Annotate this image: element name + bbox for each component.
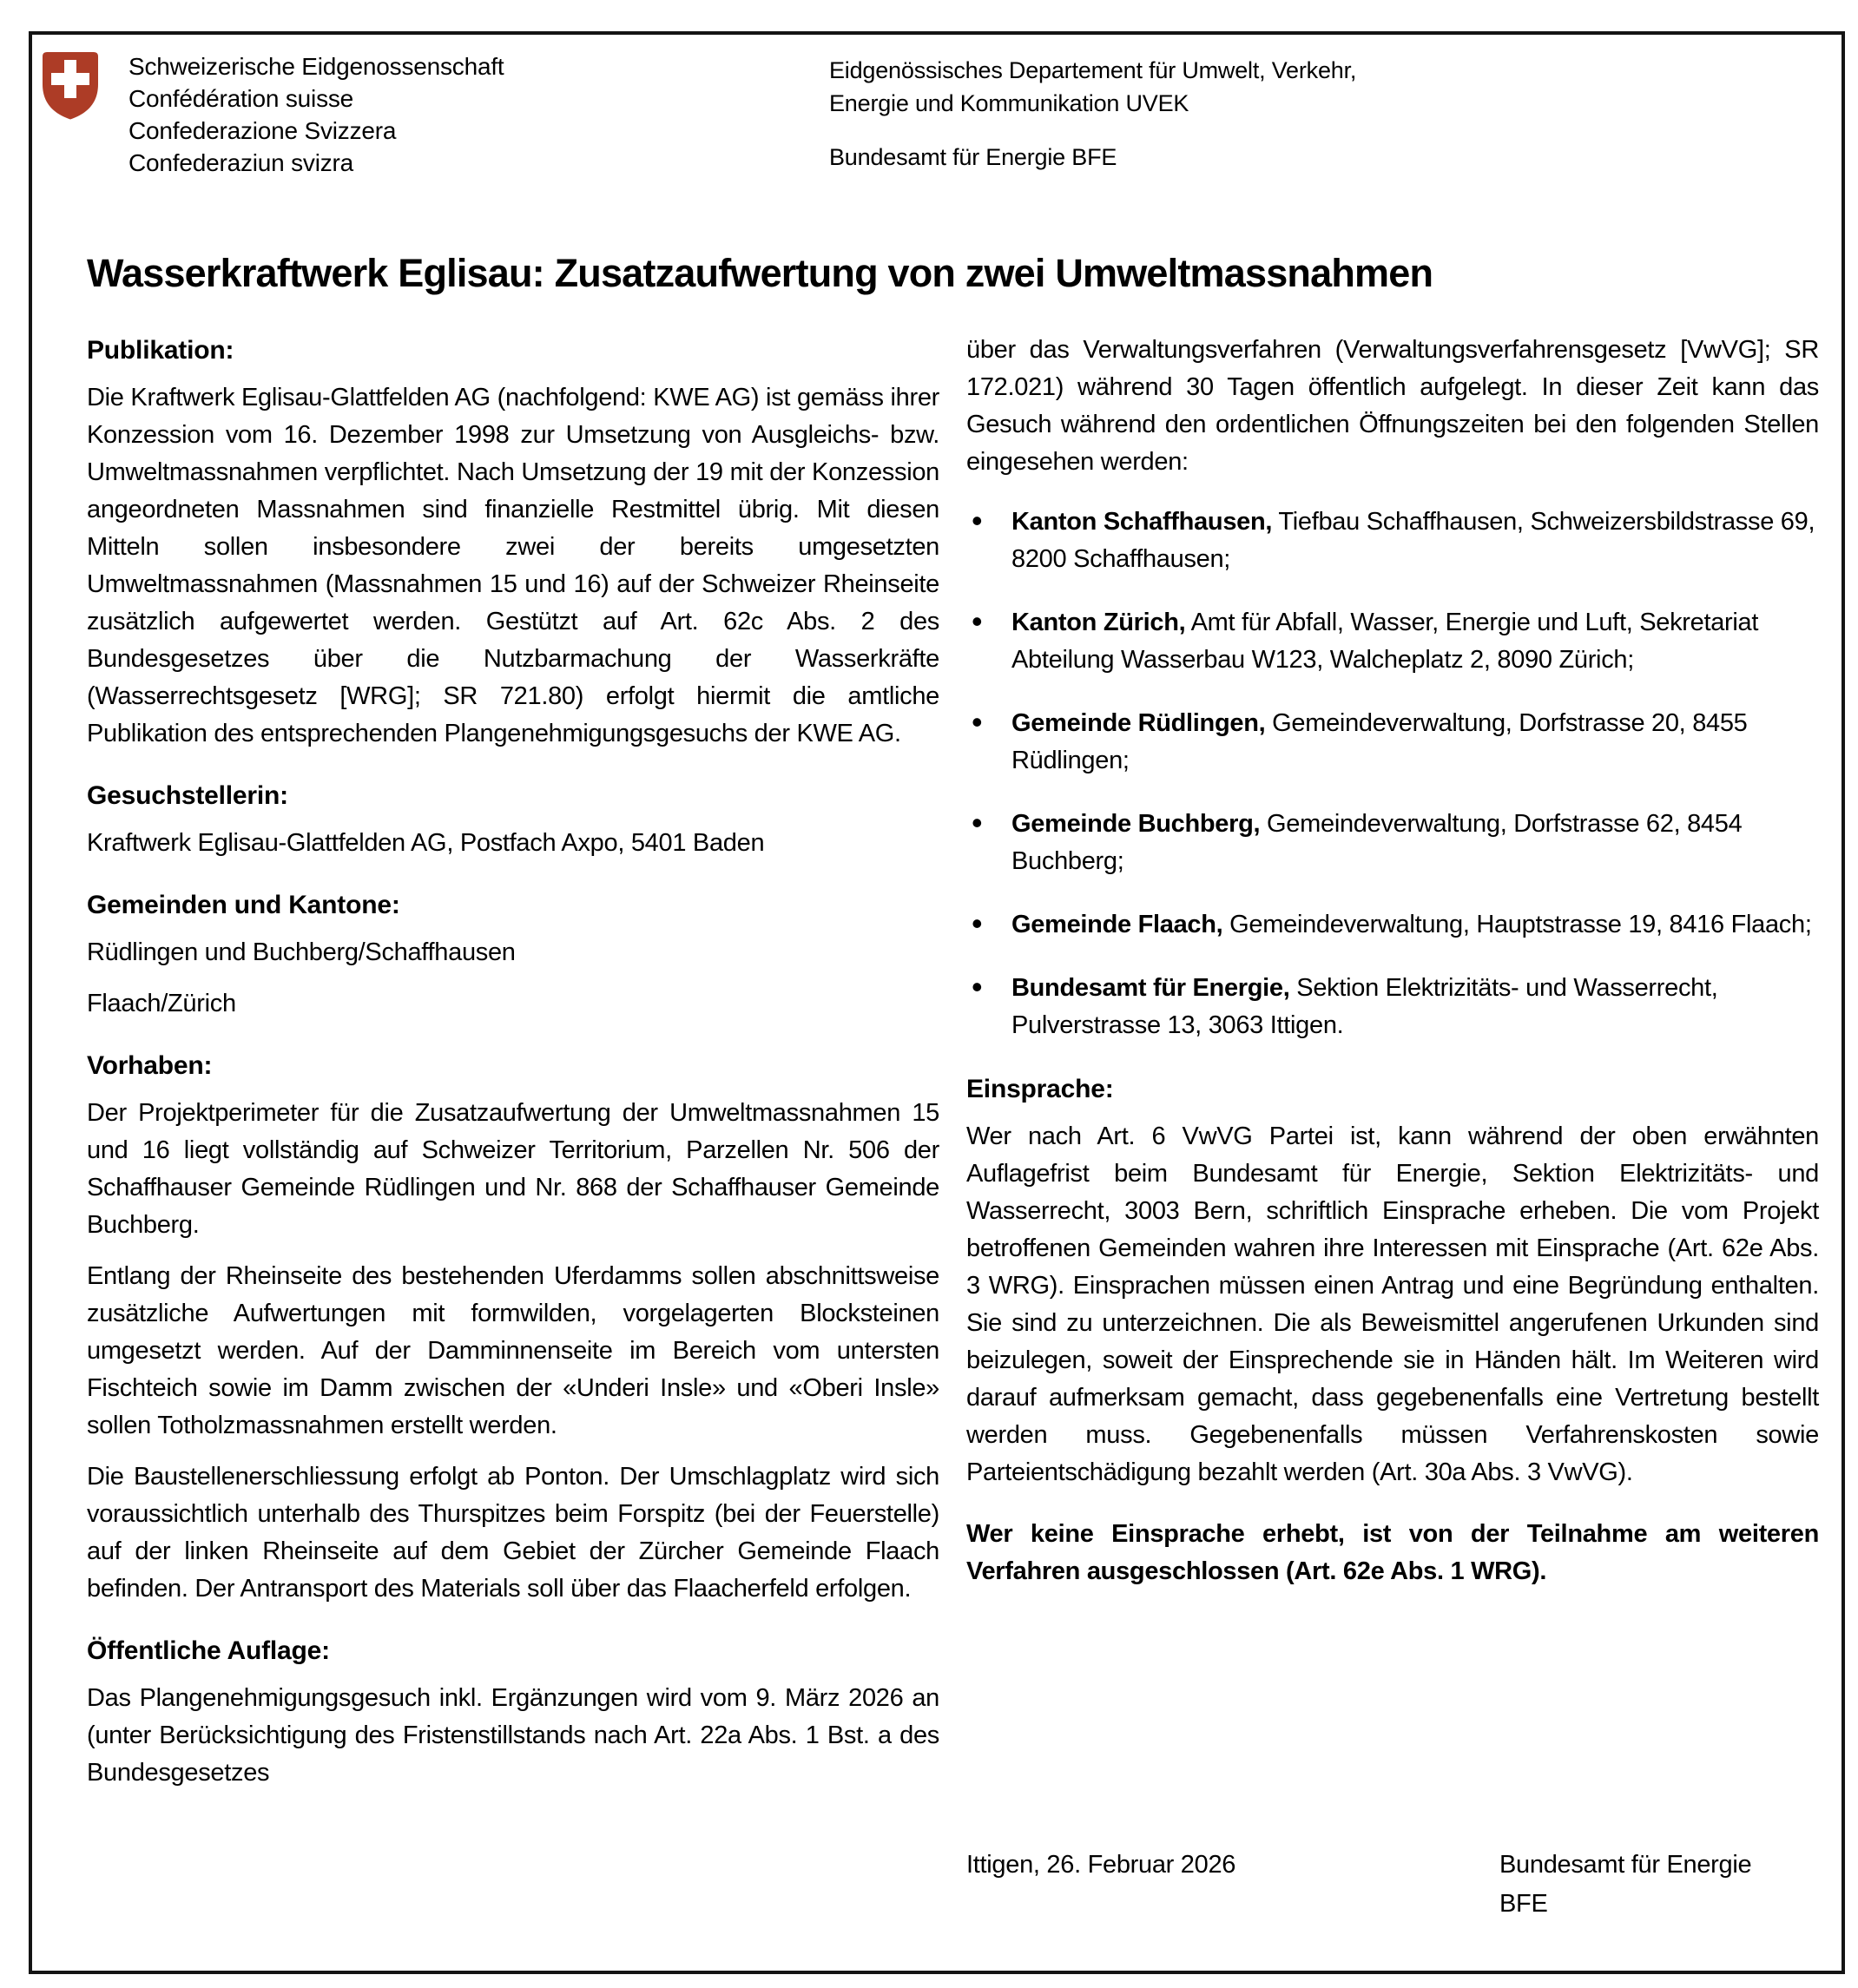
gesuchstellerin-heading: Gesuchstellerin: xyxy=(87,781,288,810)
einsprache-paragraph: Wer nach Art. 6 VwVG Partei ist, kann während der oben erwähnten Auflagefrist beim Bundesamt für Energie, Sektion Elektrizitäts- und Wasserrecht, 3003 Bern, schriftlich Einsprache erheben. Die vom Projekt betroffenen Gemeinden wahren ihre Interessen mit Einsprache (Art. 62e Abs. 3 WRG). Einsprachen müssen einen Antrag und eine Begründung enthalten. Sie sind zu unterzeichnen. Die als Beweismittel angerufenen Urkunden sind beizulegen, soweit der Einsprechende sie in Händen hält. Im Weiteren wird darauf aufmerksam gemacht, dass gegebenenfalls eine Vertretung bestellt werden muss. Gegebenenfalls müssen Verfahrenskosten sowie Parteientschädigung bezahlt werden (Art. 30a Abs. 3 VwVG). xyxy=(966,1122,1819,1486)
stelle-item-gemeinde-buchberg xyxy=(966,806,1819,880)
stelle-details: Tiefbau Schaffhausen, Schweizersbildstrasse 69, 8200 Schaffhausen; xyxy=(1011,508,1815,573)
stelle-name: Gemeinde Rüdlingen, xyxy=(1011,709,1266,737)
footer-office-line-2: BFE xyxy=(1499,1890,1548,1918)
stelle-name: Kanton Zürich, xyxy=(1011,609,1186,636)
department-line-2: Energie und Kommunikation UVEK xyxy=(829,90,1189,116)
left-column xyxy=(87,332,939,1792)
publikation-paragraph: Die Kraftwerk Eglisau-Glattfelden AG (nachfolgend: KWE AG) ist gemäss ihrer Konzession vom 16. Dezember 1998 zur Umsetzung von Ausgleichs- bzw. Umweltmassnahmen verpflichtet. Nach Umsetzung der 19 mit der Konzession angeordneten Massnahmen sind finanzielle Restmittel übrig. Mit diesen Mitteln sollen insbesondere zwei der bereits umgesetzten Umweltmassnahmen (Massnahmen 15 und 16) auf der Schweizer Rheinseite zusätzlich aufgewertet werden. Gestützt auf Art. 62c Abs. 2 des Bundesgesetzes über die Nutzbarmachung der Wasserkräfte (Wasserrechtsgesetz [WRG]; SR 721.80) erfolgt hiermit die amtliche Publikation des entsprechenden Plangenehmigungsgesuchs der KWE AG. xyxy=(87,384,939,747)
stelle-name: Kanton Schaffhausen, xyxy=(1011,508,1273,536)
footer-office-line-1: Bundesamt für Energie xyxy=(1499,1851,1752,1879)
stelle-name: Gemeinde Flaach, xyxy=(1011,911,1223,938)
stelle-details: Gemeindeverwaltung, Dorfstrasse 62, 8454 Buchberg; xyxy=(1011,810,1743,875)
signature-footer xyxy=(966,1846,1819,1924)
auflage-paragraph: Das Plangenehmigungsgesuch inkl. Ergänzungen wird vom 9. März 2026 an (unter Berücksichtigung des Fristenstillstands nach Art. 22a Abs. 1 Bst. a des Bundesgesetzes xyxy=(87,1684,939,1787)
stelle-item-kanton-zuerich xyxy=(966,604,1819,679)
confederation-wordmark xyxy=(128,49,504,179)
auflage-continuation-paragraph: über das Verwaltungsverfahren (Verwaltungsverfahrensgesetz [VwVG]; SR 172.021) während 30 Tagen öffentlich aufgelegt. In dieser Zeit kann das Gesuch während den ordentlichen Öffnungszeiten bei den folgenden Stellen eingesehen werden: xyxy=(966,336,1819,476)
vorhaben-paragraph-1: Der Projektperimeter für die Zusatzaufwertung der Umweltmassnahmen 15 und 16 liegt vollständig auf Schweizer Territorium, Parzellen Nr. 506 der Schaffhauser Gemeinde Rüdlingen und Nr. 868 der Schaffhauser Gemeinde Buchberg. xyxy=(87,1099,939,1239)
stelle-details: Gemeindeverwaltung, Dorfstrasse 20, 8455 Rüdlingen; xyxy=(1011,709,1748,774)
stelle-details: Amt für Abfall, Wasser, Energie und Luft, Sekretariat Abteilung Wasserbau W123, Walcheplatz 2, 8090 Zürich; xyxy=(1011,609,1759,674)
stelle-details: Sektion Elektrizitäts- und Wasserrecht, Pulverstrasse 13, 3063 Ittigen. xyxy=(1011,974,1718,1039)
gemeinden-line-2: Flaach/Zürich xyxy=(87,990,236,1017)
wordmark-line-fr: Confédération suisse xyxy=(128,85,354,112)
gemeinden-line-1: Rüdlingen und Buchberg/Schaffhausen xyxy=(87,938,516,966)
einsprache-heading: Einsprache: xyxy=(966,1075,1114,1103)
footer-place-date: Ittigen, 26. Februar 2026 xyxy=(966,1851,1236,1879)
stelle-name: Bundesamt für Energie, xyxy=(1011,974,1290,1002)
wordmark-line-de: Schweizerische Eidgenossenschaft xyxy=(128,53,504,80)
vorhaben-paragraph-2: Entlang der Rheinseite des bestehenden Uferdamms sollen abschnittsweise zusätzliche Aufwertungen mit formwilden, vorgelagerten Blocksteinen umgesetzt werden. Auf der Damminnenseite im Bereich vom untersten Fischteich sowie im Damm zwischen der «Underi Insle» und «Oberi Insle» sollen Totholzmassnahmen erstellt werden. xyxy=(87,1262,939,1439)
right-column xyxy=(966,332,1819,1604)
stelle-item-bundesamt-energie xyxy=(966,970,1819,1044)
footer-office xyxy=(1499,1846,1819,1924)
stelle-name: Gemeinde Buchberg, xyxy=(1011,810,1261,838)
stelle-item-gemeinde-ruedlingen xyxy=(966,705,1819,780)
stelle-item-gemeinde-flaach xyxy=(966,906,1819,944)
document-title: Wasserkraftwerk Eglisau: Zusatzaufwertung von zwei Umweltmassnahmen xyxy=(87,251,1433,295)
stelle-details: Gemeindeverwaltung, Hauptstrasse 19, 8416 Flaach; xyxy=(1229,911,1812,938)
stelle-item-kanton-schaffhausen xyxy=(966,504,1819,578)
auflage-stellen-list xyxy=(966,504,1819,1044)
department-block xyxy=(829,54,1356,120)
einsprache-warning-paragraph: Wer keine Einsprache erhebt, ist von der Teilnahme am weiteren Verfahren ausgeschlossen (Art. 62e Abs. 1 WRG). xyxy=(966,1520,1819,1585)
wordmark-line-it: Confederazione Svizzera xyxy=(128,117,397,144)
swiss-logo xyxy=(36,49,504,179)
office-line: Bundesamt für Energie BFE xyxy=(829,144,1117,170)
swiss-shield-icon xyxy=(36,49,104,123)
vorhaben-heading: Vorhaben: xyxy=(87,1051,213,1080)
vorhaben-paragraph-3: Die Baustellenerschliessung erfolgt ab Ponton. Der Umschlagplatz wird sich voraussichtlich unterhalb des Thurspitzes beim Forspitz (bei der Feuerstelle) auf der linken Rheinseite auf dem Gebiet der Zürcher Gemeinde Flaach befinden. Der Antransport des Materials soll über das Flaacherfeld erfolgen. xyxy=(87,1463,939,1603)
gesuchstellerin-paragraph: Kraftwerk Eglisau-Glattfelden AG, Postfach Axpo, 5401 Baden xyxy=(87,829,765,857)
auflage-heading: Öffentliche Auflage: xyxy=(87,1636,330,1665)
department-line-1: Eidgenössisches Departement für Umwelt, Verkehr, xyxy=(829,57,1357,83)
wordmark-line-rm: Confederaziun svizra xyxy=(128,149,354,176)
gemeinden-heading: Gemeinden und Kantone: xyxy=(87,891,400,919)
publikation-heading: Publikation: xyxy=(87,336,234,365)
